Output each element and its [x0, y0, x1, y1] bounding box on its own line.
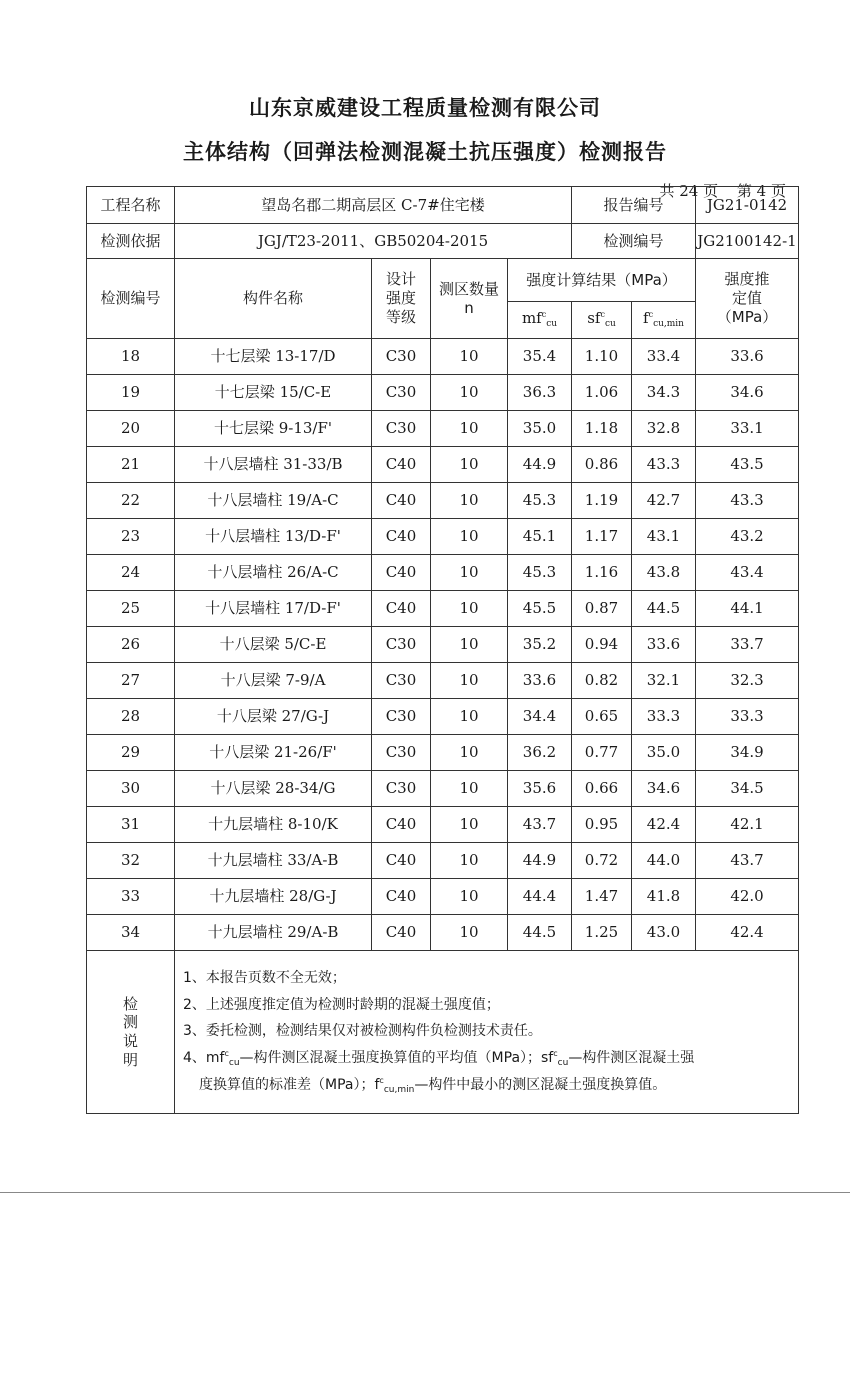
- cell-name: 十九层墙柱 28/G-J: [175, 879, 372, 915]
- cell-grade: C30: [372, 375, 431, 411]
- table-row: [87, 375, 799, 411]
- cell-sf: 1.10: [572, 339, 632, 375]
- col-header-mf: [508, 302, 572, 339]
- cell-est: 34.6: [696, 375, 799, 411]
- cell-mf: 45.5: [508, 591, 572, 627]
- cell-grade: C40: [372, 807, 431, 843]
- cell-grade: C30: [372, 627, 431, 663]
- cell-sf: 0.72: [572, 843, 632, 879]
- cell-n: 10: [431, 591, 508, 627]
- cell-est: 42.4: [696, 915, 799, 951]
- cell-mf: 33.6: [508, 663, 572, 699]
- cell-id: 23: [87, 519, 175, 555]
- cell-id: 24: [87, 555, 175, 591]
- cell-mf: 45.3: [508, 483, 572, 519]
- cell-n: 10: [431, 627, 508, 663]
- note-5-sup: c: [379, 1075, 384, 1085]
- cell-mf: 35.4: [508, 339, 572, 375]
- cell-id: 21: [87, 447, 175, 483]
- note-4-sub2: cu: [557, 1057, 569, 1068]
- col-header-sf: [572, 302, 632, 339]
- cell-grade: C40: [372, 843, 431, 879]
- cell-grade: C30: [372, 735, 431, 771]
- basis-value: JGJ/T23-2011、GB50204-2015: [175, 224, 572, 259]
- cell-grade: C40: [372, 483, 431, 519]
- note-4-a: 4、mf: [183, 1049, 225, 1066]
- col-header-fmin: [632, 302, 696, 339]
- cell-sf: 0.77: [572, 735, 632, 771]
- note-4: [183, 1045, 790, 1072]
- notes-label: [87, 951, 175, 1114]
- mf-symbol: mf: [521, 309, 542, 328]
- cell-n: 10: [431, 699, 508, 735]
- cell-id: 20: [87, 411, 175, 447]
- company-name: 山东京威建设工程质量检测有限公司: [249, 96, 601, 120]
- table-row: [87, 735, 799, 771]
- cell-grade: C30: [372, 699, 431, 735]
- page-bottom-rule: [0, 1192, 850, 1193]
- cell-name: 十九层墙柱 33/A-B: [175, 843, 372, 879]
- cell-fmin: 33.6: [632, 627, 696, 663]
- cell-mf: 45.1: [508, 519, 572, 555]
- note-4-b: —构件测区混凝土强度换算值的平均值（MPa）；sf: [239, 1049, 554, 1066]
- cell-sf: 0.86: [572, 447, 632, 483]
- table-row: [87, 411, 799, 447]
- cell-sf: 1.06: [572, 375, 632, 411]
- cell-fmin: 42.7: [632, 483, 696, 519]
- cell-fmin: 34.6: [632, 771, 696, 807]
- cell-est: 43.5: [696, 447, 799, 483]
- cell-mf: 35.2: [508, 627, 572, 663]
- note-4-c: —构件测区混凝土强: [568, 1049, 695, 1066]
- cell-id: 18: [87, 339, 175, 375]
- cell-fmin: 33.3: [632, 699, 696, 735]
- cell-n: 10: [431, 411, 508, 447]
- fmin-sup: c: [648, 310, 654, 320]
- notes-content: [175, 951, 799, 1114]
- cell-id: 25: [87, 591, 175, 627]
- cell-mf: 45.3: [508, 555, 572, 591]
- cell-name: 十七层梁 9-13/F': [175, 411, 372, 447]
- column-header-row: [87, 259, 799, 302]
- cell-name: 十八层墙柱 19/A-C: [175, 483, 372, 519]
- cell-id: 34: [87, 915, 175, 951]
- info-row-basis: [87, 224, 799, 259]
- table-row: [87, 663, 799, 699]
- cell-name: 十八层梁 7-9/A: [175, 663, 372, 699]
- fmin-symbol: f: [643, 309, 649, 328]
- cell-est: 33.3: [696, 699, 799, 735]
- cell-mf: 36.3: [508, 375, 572, 411]
- test-no-value: JG2100142-1: [696, 224, 799, 259]
- note-5-sub: cu,min: [383, 1084, 415, 1095]
- sf-sub: cu: [604, 319, 616, 330]
- cell-est: 32.3: [696, 663, 799, 699]
- cell-mf: 34.4: [508, 699, 572, 735]
- cell-est: 33.6: [696, 339, 799, 375]
- cell-sf: 0.94: [572, 627, 632, 663]
- cell-est: 33.1: [696, 411, 799, 447]
- cell-n: 10: [431, 915, 508, 951]
- cell-mf: 44.4: [508, 879, 572, 915]
- cell-est: 34.5: [696, 771, 799, 807]
- cell-id: 28: [87, 699, 175, 735]
- info-row-project: [87, 187, 799, 224]
- col-header-est: [696, 259, 799, 339]
- cell-grade: C30: [372, 771, 431, 807]
- note-4-continued: [183, 1072, 790, 1099]
- cell-n: 10: [431, 771, 508, 807]
- table-row: [87, 879, 799, 915]
- cell-grade: C30: [372, 663, 431, 699]
- note-4-sup2: c: [553, 1048, 558, 1058]
- cell-mf: 44.5: [508, 915, 572, 951]
- cell-grade: C40: [372, 519, 431, 555]
- cell-id: 31: [87, 807, 175, 843]
- cell-fmin: 43.8: [632, 555, 696, 591]
- cell-n: 10: [431, 555, 508, 591]
- est-header-unit: （MPa）: [716, 307, 778, 326]
- cell-fmin: 32.1: [632, 663, 696, 699]
- cell-name: 十九层墙柱 8-10/K: [175, 807, 372, 843]
- notes-label-text: 检测说明: [122, 994, 138, 1069]
- cell-id: 27: [87, 663, 175, 699]
- col-header-grade: [372, 259, 431, 339]
- grade-header-text: 设计强度等级: [385, 270, 416, 326]
- cell-id: 29: [87, 735, 175, 771]
- report-no-value: JG21-0142: [696, 187, 799, 224]
- cell-sf: 0.95: [572, 807, 632, 843]
- cell-fmin: 43.0: [632, 915, 696, 951]
- cell-fmin: 32.8: [632, 411, 696, 447]
- report-no-label: 报告编号: [572, 187, 696, 224]
- table-row: [87, 699, 799, 735]
- data-rows: [87, 339, 799, 951]
- fmin-sub: cu,min: [653, 319, 684, 330]
- cell-grade: C40: [372, 447, 431, 483]
- cell-grade: C40: [372, 591, 431, 627]
- cell-grade: C30: [372, 411, 431, 447]
- report-title: 主体结构（回弹法检测混凝土抗压强度）检测报告: [183, 140, 667, 164]
- cell-id: 19: [87, 375, 175, 411]
- cell-n: 10: [431, 339, 508, 375]
- note-3: 3、委托检测，检测结果仅对被检测构件负检测技术责任。: [183, 1023, 542, 1040]
- note-4-sub1: cu: [228, 1057, 240, 1068]
- cell-n: 10: [431, 663, 508, 699]
- table-row: [87, 591, 799, 627]
- table-row: [87, 483, 799, 519]
- cell-grade: C40: [372, 915, 431, 951]
- col-header-calc: 强度计算结果（MPa）: [508, 259, 696, 302]
- cell-est: 43.3: [696, 483, 799, 519]
- est-header-line1: 强度推: [724, 270, 770, 289]
- table-row: [87, 627, 799, 663]
- cell-n: 10: [431, 879, 508, 915]
- cell-sf: 0.87: [572, 591, 632, 627]
- cell-est: 42.0: [696, 879, 799, 915]
- table-row: [87, 807, 799, 843]
- cell-est: 33.7: [696, 627, 799, 663]
- cell-fmin: 43.1: [632, 519, 696, 555]
- cell-mf: 36.2: [508, 735, 572, 771]
- cell-fmin: 44.5: [632, 591, 696, 627]
- cell-id: 26: [87, 627, 175, 663]
- cell-name: 十七层梁 13-17/D: [175, 339, 372, 375]
- sf-sup: c: [600, 310, 605, 320]
- cell-id: 30: [87, 771, 175, 807]
- page-number: 第 4 页: [736, 182, 786, 200]
- note-5-a: 度换算值的标准差（MPa）；f: [199, 1076, 380, 1093]
- cell-n: 10: [431, 483, 508, 519]
- mf-sub: cu: [546, 319, 558, 330]
- cell-mf: 43.7: [508, 807, 572, 843]
- cell-fmin: 33.4: [632, 339, 696, 375]
- count-header-text: 测区数量: [438, 279, 499, 298]
- col-header-name: 构件名称: [175, 259, 372, 339]
- cell-grade: C40: [372, 555, 431, 591]
- project-value: 望岛名郡二期高层区 C-7#住宅楼: [175, 187, 572, 224]
- cell-mf: 35.0: [508, 411, 572, 447]
- notes-row: [87, 951, 799, 1114]
- cell-est: 34.9: [696, 735, 799, 771]
- report-table: [86, 186, 799, 1114]
- count-header-n: n: [464, 298, 474, 317]
- project-label: 工程名称: [87, 187, 175, 224]
- table-row: [87, 915, 799, 951]
- cell-sf: 1.16: [572, 555, 632, 591]
- cell-n: 10: [431, 375, 508, 411]
- cell-est: 43.2: [696, 519, 799, 555]
- cell-fmin: 41.8: [632, 879, 696, 915]
- cell-name: 十八层墙柱 26/A-C: [175, 555, 372, 591]
- note-4-sup1: c: [224, 1048, 229, 1058]
- table-row: [87, 843, 799, 879]
- cell-name: 十七层梁 15/C-E: [175, 375, 372, 411]
- cell-est: 43.7: [696, 843, 799, 879]
- table-row: [87, 555, 799, 591]
- cell-est: 43.4: [696, 555, 799, 591]
- cell-sf: 0.66: [572, 771, 632, 807]
- cell-name: 十八层墙柱 31-33/B: [175, 447, 372, 483]
- cell-name: 十八层梁 21-26/F': [175, 735, 372, 771]
- cell-est: 44.1: [696, 591, 799, 627]
- note-2: 2、上述强度推定值为检测时龄期的混凝土强度值；: [183, 996, 500, 1013]
- basis-label: 检测依据: [87, 224, 175, 259]
- mf-sup: c: [541, 310, 547, 320]
- cell-sf: 1.19: [572, 483, 632, 519]
- cell-est: 42.1: [696, 807, 799, 843]
- cell-sf: 1.47: [572, 879, 632, 915]
- cell-name: 十九层墙柱 29/A-B: [175, 915, 372, 951]
- note-1: 1、本报告页数不全无效；: [183, 970, 346, 987]
- cell-n: 10: [431, 447, 508, 483]
- total-pages: 共 24 页: [659, 182, 719, 200]
- sf-symbol: sf: [587, 309, 601, 328]
- cell-mf: 44.9: [508, 447, 572, 483]
- cell-n: 10: [431, 807, 508, 843]
- cell-name: 十八层梁 27/G-J: [175, 699, 372, 735]
- cell-fmin: 42.4: [632, 807, 696, 843]
- cell-id: 32: [87, 843, 175, 879]
- note-5-b: —构件中最小的测区混凝土强度换算值。: [414, 1076, 667, 1093]
- cell-id: 33: [87, 879, 175, 915]
- cell-fmin: 35.0: [632, 735, 696, 771]
- cell-grade: C40: [372, 879, 431, 915]
- cell-id: 22: [87, 483, 175, 519]
- table-row: [87, 339, 799, 375]
- cell-name: 十八层梁 5/C-E: [175, 627, 372, 663]
- table-row: [87, 771, 799, 807]
- cell-grade: C30: [372, 339, 431, 375]
- col-header-count: [431, 259, 508, 339]
- cell-name: 十八层墙柱 17/D-F': [175, 591, 372, 627]
- cell-n: 10: [431, 735, 508, 771]
- cell-sf: 0.82: [572, 663, 632, 699]
- cell-fmin: 43.3: [632, 447, 696, 483]
- cell-mf: 44.9: [508, 843, 572, 879]
- cell-n: 10: [431, 519, 508, 555]
- cell-sf: 0.65: [572, 699, 632, 735]
- est-header-line2: 定值: [732, 289, 763, 308]
- cell-mf: 35.6: [508, 771, 572, 807]
- cell-fmin: 44.0: [632, 843, 696, 879]
- cell-name: 十八层梁 28-34/G: [175, 771, 372, 807]
- table-row: [87, 447, 799, 483]
- cell-sf: 1.17: [572, 519, 632, 555]
- cell-sf: 1.18: [572, 411, 632, 447]
- col-header-id: 检测编号: [87, 259, 175, 339]
- cell-n: 10: [431, 843, 508, 879]
- test-no-label: 检测编号: [572, 224, 696, 259]
- cell-sf: 1.25: [572, 915, 632, 951]
- cell-fmin: 34.3: [632, 375, 696, 411]
- table-row: [87, 519, 799, 555]
- cell-name: 十八层墙柱 13/D-F': [175, 519, 372, 555]
